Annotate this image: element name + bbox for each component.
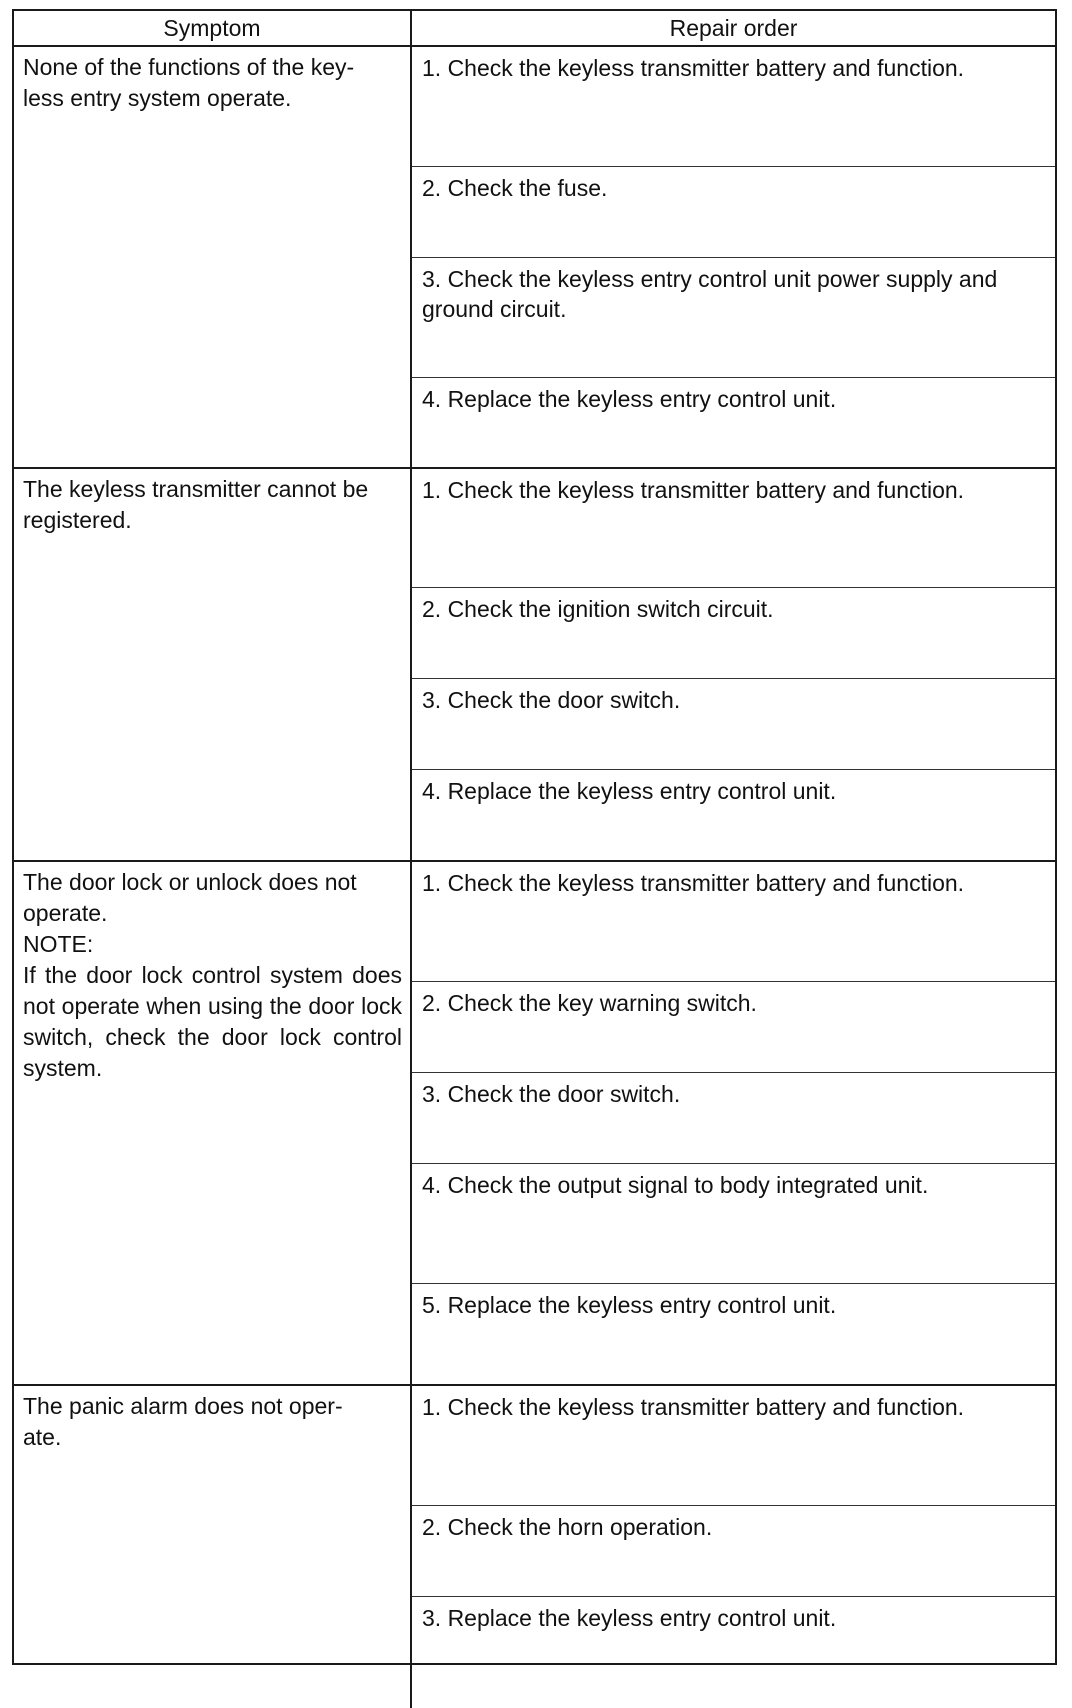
symptom-cell bbox=[14, 469, 412, 862]
repair-step: 2. Check the ignition switch circuit. bbox=[412, 588, 1055, 679]
repair-step: 3. Check the keyless entry control unit power supply and ground circuit. bbox=[412, 258, 1055, 378]
note-text: If the door lock control system does not operate when using the door lock switch, check the door lock control system. bbox=[23, 962, 402, 1081]
repair-step: 4. Replace the keyless entry control unit. bbox=[422, 386, 837, 412]
repair-step: 4. Check the output signal to body integrated unit. bbox=[412, 1164, 1055, 1284]
symptom-text: None of the functions of the key-less entry system operate. bbox=[23, 54, 355, 111]
note-label: NOTE: bbox=[23, 931, 94, 957]
repair-step: 1. Check the keyless transmitter battery and function. bbox=[412, 862, 1055, 982]
header-symptom: Symptom bbox=[14, 11, 412, 47]
repair-step: 2. Check the fuse. bbox=[412, 167, 1055, 258]
symptom-text: The panic alarm does not oper-ate. bbox=[23, 1393, 343, 1450]
repair-step: 3. Replace the keyless entry control unit. bbox=[422, 1605, 837, 1631]
symptom-cell bbox=[14, 862, 412, 1386]
repair-step: 1. Check the keyless transmitter battery and function. bbox=[412, 47, 1055, 167]
symptom-cell bbox=[14, 47, 412, 469]
header-repair-order: Repair order bbox=[412, 11, 1055, 47]
repair-step: 1. Check the keyless transmitter battery and function. bbox=[412, 1386, 1055, 1506]
repair-cell bbox=[412, 469, 1055, 862]
repair-step: 3. Check the door switch. bbox=[412, 1073, 1055, 1164]
repair-step: 1. Check the keyless transmitter battery and function. bbox=[412, 469, 1055, 588]
symptom-text: The door lock or unlock does not operate. bbox=[23, 869, 357, 926]
symptom-cell bbox=[14, 1386, 412, 1708]
repair-cell bbox=[412, 47, 1055, 469]
repair-step: 2. Check the horn operation. bbox=[412, 1506, 1055, 1597]
repair-step: 2. Check the key warning switch. bbox=[412, 982, 1055, 1073]
troubleshooting-table bbox=[12, 9, 1057, 1665]
repair-cell bbox=[412, 1386, 1055, 1708]
repair-step: 3. Check the door switch. bbox=[412, 679, 1055, 770]
symptom-text: The keyless transmitter cannot be registered. bbox=[23, 476, 369, 533]
repair-cell bbox=[412, 862, 1055, 1386]
repair-step: 5. Replace the keyless entry control unit. bbox=[422, 1292, 837, 1318]
repair-step: 4. Replace the keyless entry control unit. bbox=[422, 778, 837, 804]
